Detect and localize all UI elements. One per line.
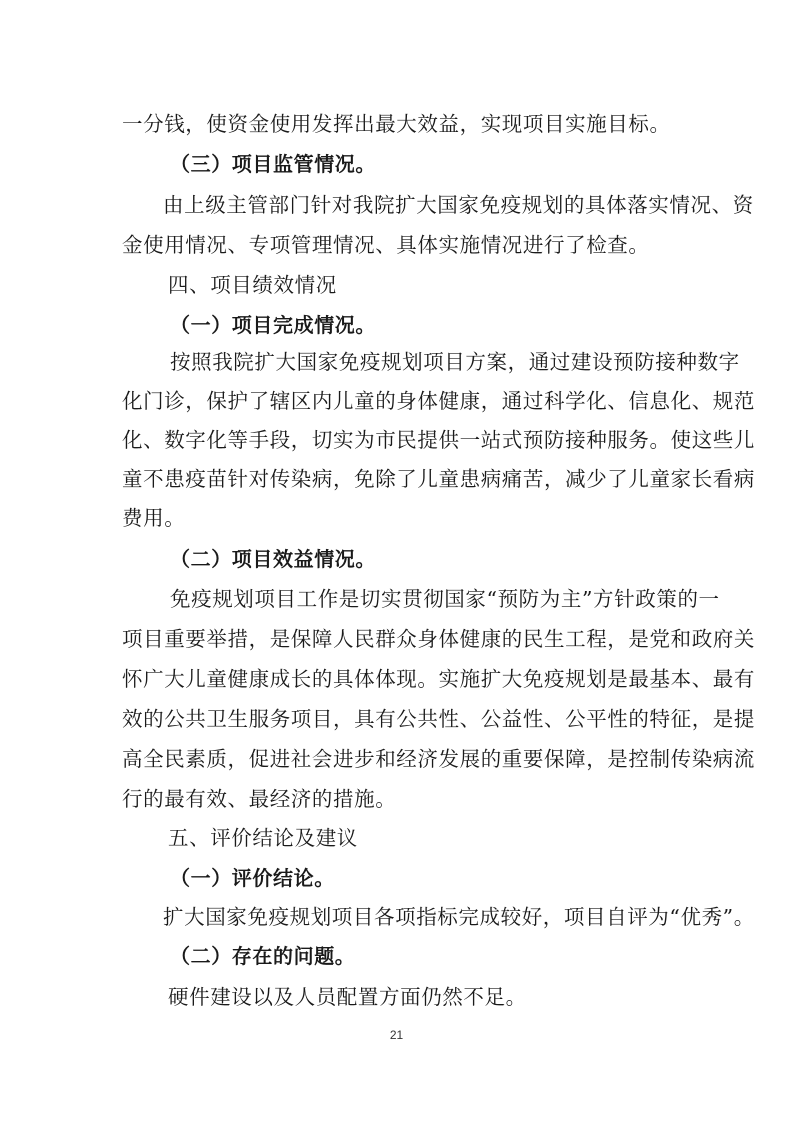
paragraph-line: 按照我院扩大国家免疫规划项目方案，通过建设预防接种数字 (170, 350, 740, 374)
paragraph-line: 项目重要举措，是保障人民群众身体健康的民生工程，是党和政府关 (122, 627, 755, 651)
paragraph-line: 化门诊，保护了辖区内儿童的身体健康，通过科学化、信息化、规范 (122, 389, 755, 413)
page-number: 21 (389, 1028, 404, 1042)
paragraph-line: 一分钱，使资金使用发挥出最大效益，实现项目实施目标。 (122, 112, 671, 136)
section-heading: （二）存在的问题。 (170, 944, 356, 968)
section-heading: （一）项目完成情况。 (170, 313, 376, 337)
section-heading: （一）评价结论。 (170, 866, 335, 890)
paragraph-line: 金使用情况、专项管理情况、具体实施情况进行了检查。 (122, 233, 650, 257)
paragraph-line: 由上级主管部门针对我院扩大国家免疫规划的具体落实情况、资 (163, 193, 754, 217)
paragraph-line: 化、数字化等手段，切实为市民提供一站式预防接种服务。使这些儿 (122, 428, 755, 452)
section-heading: （二）项目效益情况。 (170, 547, 376, 571)
paragraph-line: 硬件建设以及人员配置方面仍然不足。 (168, 985, 527, 1009)
section-heading: 四、项目绩效情况 (168, 273, 337, 297)
paragraph-line: 扩大国家免疫规划项目各项指标完成较好，项目自评为“优秀”。 (163, 905, 755, 929)
paragraph-line: 童不患疫苗针对传染病，免除了儿童患病痛苦，减少了儿童家长看病 (122, 467, 755, 491)
section-heading: 五、评价结论及建议 (168, 826, 358, 850)
paragraph-line: 高全民素质，促进社会进步和经济发展的重要保障，是控制传染病流 (122, 747, 755, 771)
paragraph-line: 免疫规划项目工作是切实贯彻国家“预防为主”方针政策的一 (170, 587, 720, 611)
paragraph-line: 行的最有效、最经济的措施。 (122, 787, 397, 811)
paragraph-line: 费用。 (122, 506, 186, 530)
section-heading: （三）项目监管情况。 (170, 152, 376, 176)
paragraph-line: 怀广大儿童健康成长的具体体现。实施扩大免疫规划是最基本、最有 (122, 667, 755, 691)
paragraph-line: 效的公共卫生服务项目，具有公共性、公益性、公平性的特征，是提 (122, 707, 755, 731)
